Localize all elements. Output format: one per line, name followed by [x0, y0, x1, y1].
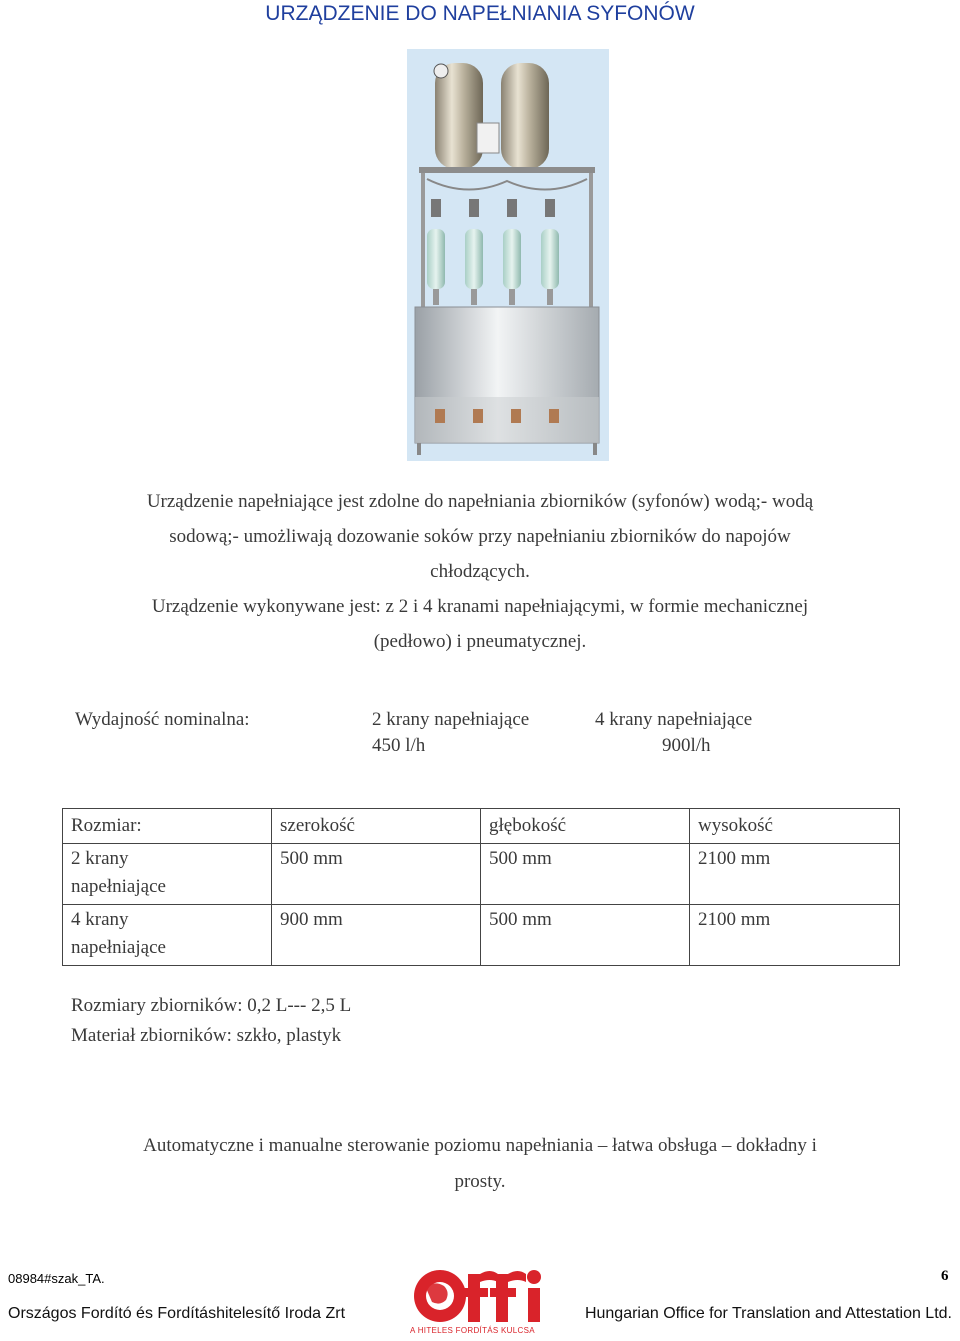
performance-2-taps-value: 450 l/h: [372, 735, 426, 756]
performance-2-taps-heading: 2 krany napełniające: [372, 709, 530, 730]
table-header-row: [63, 809, 900, 844]
performance-label: Wydajność nominalna:: [75, 709, 250, 730]
description-line-4: Urządzenie wykonywane jest: z 2 i 4 kranami napełniającymi, w formie mechanicznej: [151, 596, 809, 617]
tank-material: Materiał zbiorników: szkło, plastyk: [71, 1025, 342, 1046]
summary-line-2: prosty.: [454, 1171, 506, 1192]
tank-sizes: Rozmiary zbiorników: 0,2 L--- 2,5 L: [71, 995, 352, 1016]
page-title: URZĄDZENIE DO NAPEŁNIANIA SYFONÓW: [265, 2, 695, 25]
description-line-2: sodową;- umożliwają dozowanie soków przy napełnianiu zbiorników do napojów: [169, 526, 791, 547]
size-table: [62, 808, 900, 966]
row-label-line: napełniające: [71, 876, 166, 897]
table-cell-width: 900 mm: [272, 905, 481, 966]
footer-company-hu: Országos Fordító és Fordításhitelesítő Iroda Zrt: [8, 1305, 346, 1322]
performance-4-taps-value: 900l/h: [662, 735, 711, 756]
offi-logo: [404, 1262, 550, 1336]
table-row-label: [63, 844, 272, 905]
logo-tagline: A HITELES FORDÍTÁS KULCSA: [410, 1326, 535, 1335]
table-header-cell: szerokość: [272, 809, 481, 844]
description-line-5: (pedłowo) i pneumatycznej.: [373, 631, 587, 652]
description-line-1: Urządzenie napełniające jest zdolne do napełniania zbiorników (syfonów) wodą;- wodą: [146, 491, 814, 512]
page-number: 6: [941, 1268, 949, 1284]
table-cell-width: 500 mm: [272, 844, 481, 905]
table-row: [63, 905, 900, 966]
table-cell-height: 2100 mm: [690, 905, 900, 966]
table-cell-depth: 500 mm: [481, 905, 690, 966]
table-header-cell: Rozmiar:: [63, 809, 272, 844]
filling-machine-illustration: [407, 49, 609, 461]
row-label-line: 4 krany: [71, 909, 129, 930]
performance-4-taps-heading: 4 krany napełniające: [595, 709, 753, 730]
product-photo: [407, 49, 609, 461]
row-label-line: 2 krany: [71, 848, 129, 869]
document-id: 08984#szak_TA.: [8, 1271, 105, 1286]
summary-line-1: Automatyczne i manualne sterowanie poziomu napełniania – łatwa obsługa – dokładny i: [143, 1135, 817, 1156]
table-header-cell: głębokość: [481, 809, 690, 844]
table-row: [63, 844, 900, 905]
row-label-line: napełniające: [71, 937, 166, 958]
table-header-cell: wysokość: [690, 809, 900, 844]
table-cell-depth: 500 mm: [481, 844, 690, 905]
table-row-label: [63, 905, 272, 966]
footer-company-en: Hungarian Office for Translation and Attestation Ltd.: [584, 1305, 952, 1322]
table-cell-height: 2100 mm: [690, 844, 900, 905]
description-line-3: chłodzących.: [430, 561, 530, 582]
